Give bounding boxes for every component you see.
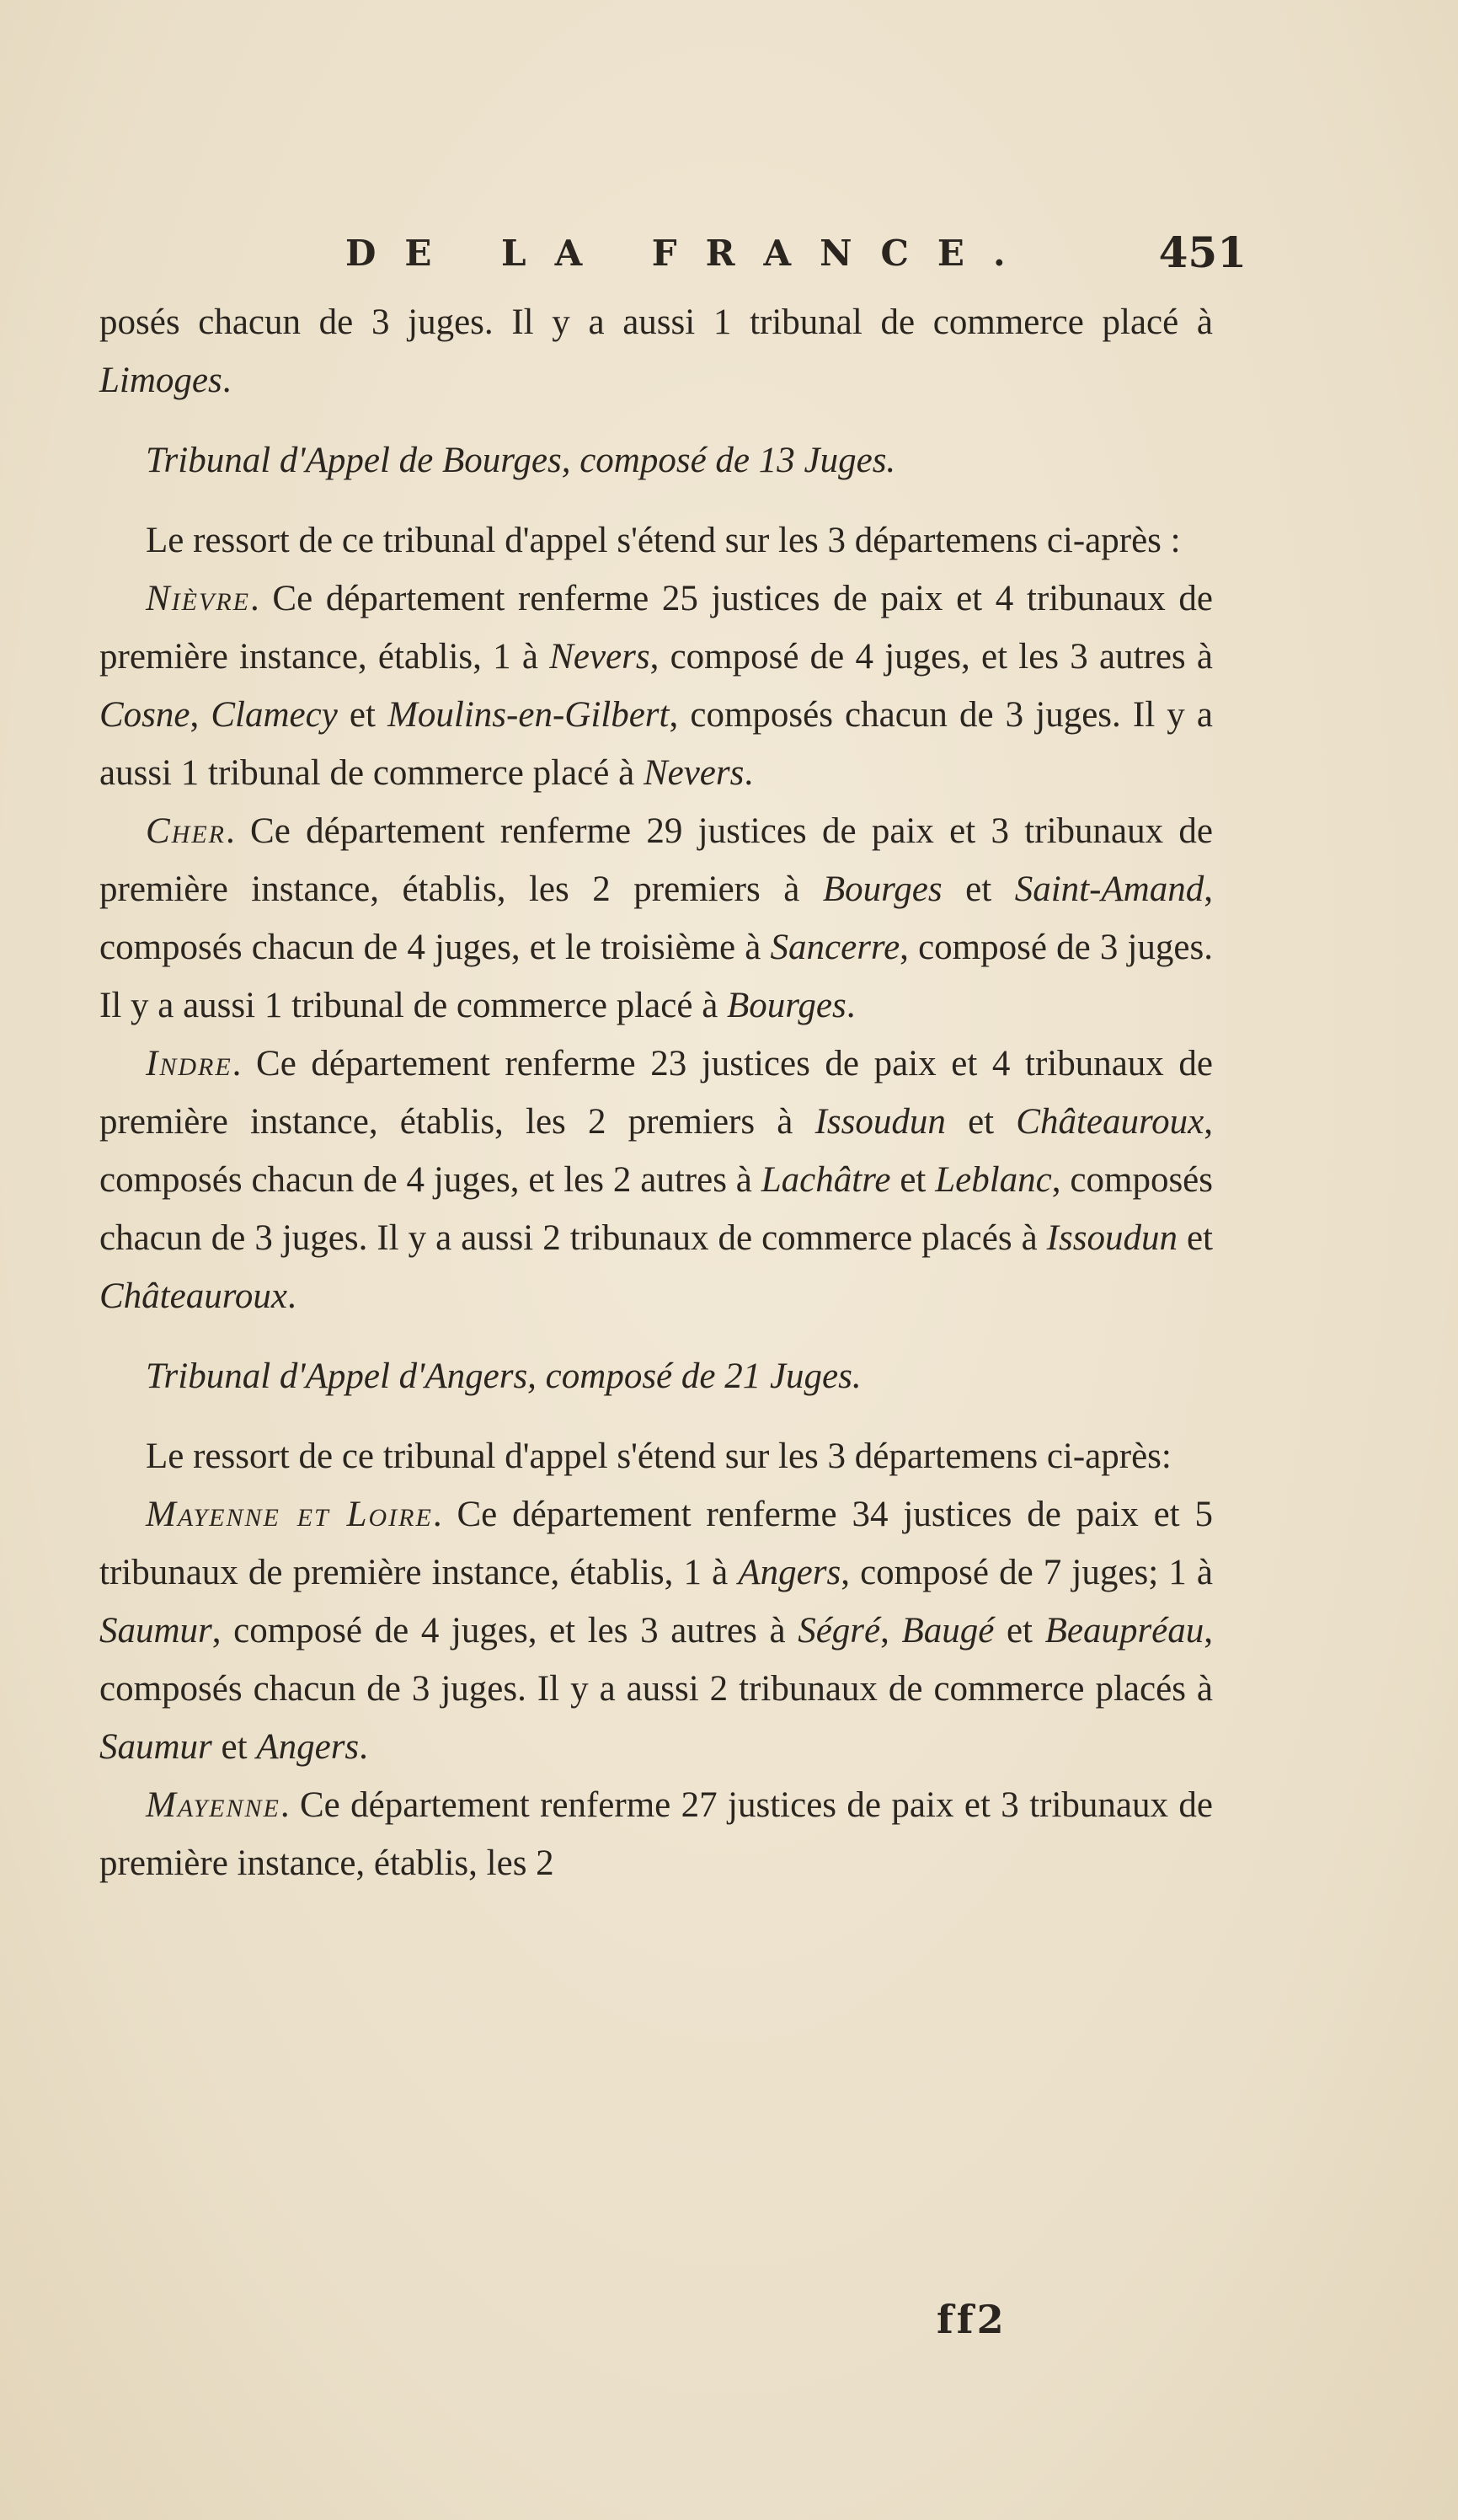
text-run: et [994, 1611, 1045, 1651]
place-name: Sancerre [770, 928, 900, 967]
paragraph [99, 1776, 1213, 1892]
text-run: , composé de 7 juges; 1 à [841, 1553, 1213, 1592]
text-run: Le ressort de ce tribunal d'appel s'étend sur les 3 départemens ci-après : [146, 521, 1181, 560]
department-name: Mayenne [146, 1785, 280, 1825]
text-run: Tribunal d'Appel d'Angers, composé de 21 Juges. [146, 1356, 862, 1396]
section-heading [99, 1347, 1213, 1405]
place-name: Bourges [822, 869, 943, 909]
running-head [345, 227, 1247, 286]
place-name: Lachâtre [761, 1160, 891, 1200]
text-run: et [1177, 1218, 1213, 1258]
text-run: . Ce département renferme 27 justices de paix et 3 tribunaux de première instance, établis, les 2 [99, 1785, 1213, 1883]
text-run: , composés chacun de 3 juges. Il y a aussi 1 tribunal de commerce placé à [99, 695, 1213, 793]
text-run: Le ressort de ce tribunal d'appel s'étend sur les 3 départemens ci-après: [146, 1437, 1172, 1476]
place-name: Nevers [643, 753, 745, 793]
paragraph [99, 293, 1213, 409]
place-name: Issoudun [1046, 1218, 1178, 1258]
text-run: et [945, 1102, 1017, 1142]
place-name: Issoudun [814, 1102, 946, 1142]
paragraph [99, 1035, 1213, 1325]
text-run: , composé de 4 juges, et les 3 autres à [211, 1611, 798, 1651]
text-run: , composés chacun de 3 juges. Il y a aussi 2 tribunaux de commerce placés à [99, 1160, 1213, 1258]
place-name: Châteauroux [99, 1276, 287, 1316]
text-run: . Ce département renferme 29 justices de paix et 3 tribunaux de première instance, établis, les 2 premiers à [99, 811, 1213, 909]
paragraph [99, 570, 1213, 802]
text-run: , composés chacun de 4 juges, et les 2 autres à [99, 1102, 1213, 1200]
place-name: Beaupréau [1044, 1611, 1204, 1651]
department-name: Cher [146, 811, 226, 851]
text-run: et [942, 869, 1015, 909]
text-run: posés chacun de 3 juges. Il y a aussi 1 tribunal de commerce placé à [99, 302, 1213, 342]
place-name: Nevers [549, 637, 650, 677]
text-run: , [880, 1611, 902, 1651]
place-name: Baugé [901, 1611, 995, 1651]
body-text [99, 293, 1213, 1892]
place-name: Saumur [99, 1611, 212, 1651]
paragraph [99, 511, 1213, 570]
text-run: . [846, 986, 856, 1025]
text-run: et [890, 1160, 936, 1200]
text-run: , composé de 4 juges, et les 3 autres à [649, 637, 1213, 677]
text-run: , composé de 3 juges. Il y a aussi 1 tribunal de commerce placé à [99, 928, 1214, 1025]
place-name: Angers [738, 1553, 841, 1592]
text-run: . Ce département renferme 25 justices de paix et 4 tribunaux de première instance, établis, 1 à [99, 579, 1213, 677]
text-run: . [286, 1276, 296, 1316]
department-name: Mayenne et Loire [146, 1495, 433, 1534]
place-name: Moulins-en-Gilbert [387, 695, 670, 735]
text-run: et [337, 695, 388, 735]
page-number: 451 [1158, 227, 1247, 277]
paragraph [99, 1485, 1213, 1776]
paragraph [99, 802, 1213, 1035]
section-heading [99, 431, 1213, 490]
text-run: , [190, 695, 211, 735]
text-run: , composés chacun de 3 juges. Il y a aussi 2 tribunaux de commerce placés à [99, 1611, 1214, 1709]
paragraph [99, 1427, 1213, 1485]
place-name: Limoges [99, 361, 222, 400]
place-name: Bourges [727, 986, 846, 1025]
place-name: Châteauroux [1016, 1102, 1204, 1142]
text-run: . [744, 753, 754, 793]
text-run: . Ce département renferme 23 justices de paix et 4 tribunaux de première instance, établis, les 2 premiers à [99, 1044, 1213, 1142]
text-run: et [211, 1727, 257, 1767]
running-title: DE LA FRANCE. [345, 233, 1034, 274]
place-name: Cosne [99, 695, 190, 735]
department-name: Nièvre [146, 579, 250, 618]
department-name: Indre [146, 1044, 232, 1083]
place-name: Saint-Amand [1014, 869, 1204, 909]
text-run: . [222, 361, 232, 400]
signature-mark: ff2 [937, 2297, 1007, 2342]
place-name: Ségré [798, 1611, 881, 1651]
text-run: , composés chacun de 4 juges, et le troisième à [99, 869, 1213, 967]
text-run: . [359, 1727, 368, 1767]
place-name: Angers [256, 1727, 360, 1767]
text-run: . Ce département renferme 34 justices de paix et 5 tribunaux de première instance, établis, 1 à [99, 1495, 1213, 1592]
place-name: Clamecy [211, 695, 338, 735]
text-run: Tribunal d'Appel de Bourges, composé de 13 Juges. [146, 441, 896, 480]
place-name: Saumur [99, 1727, 212, 1767]
place-name: Leblanc [935, 1160, 1052, 1200]
